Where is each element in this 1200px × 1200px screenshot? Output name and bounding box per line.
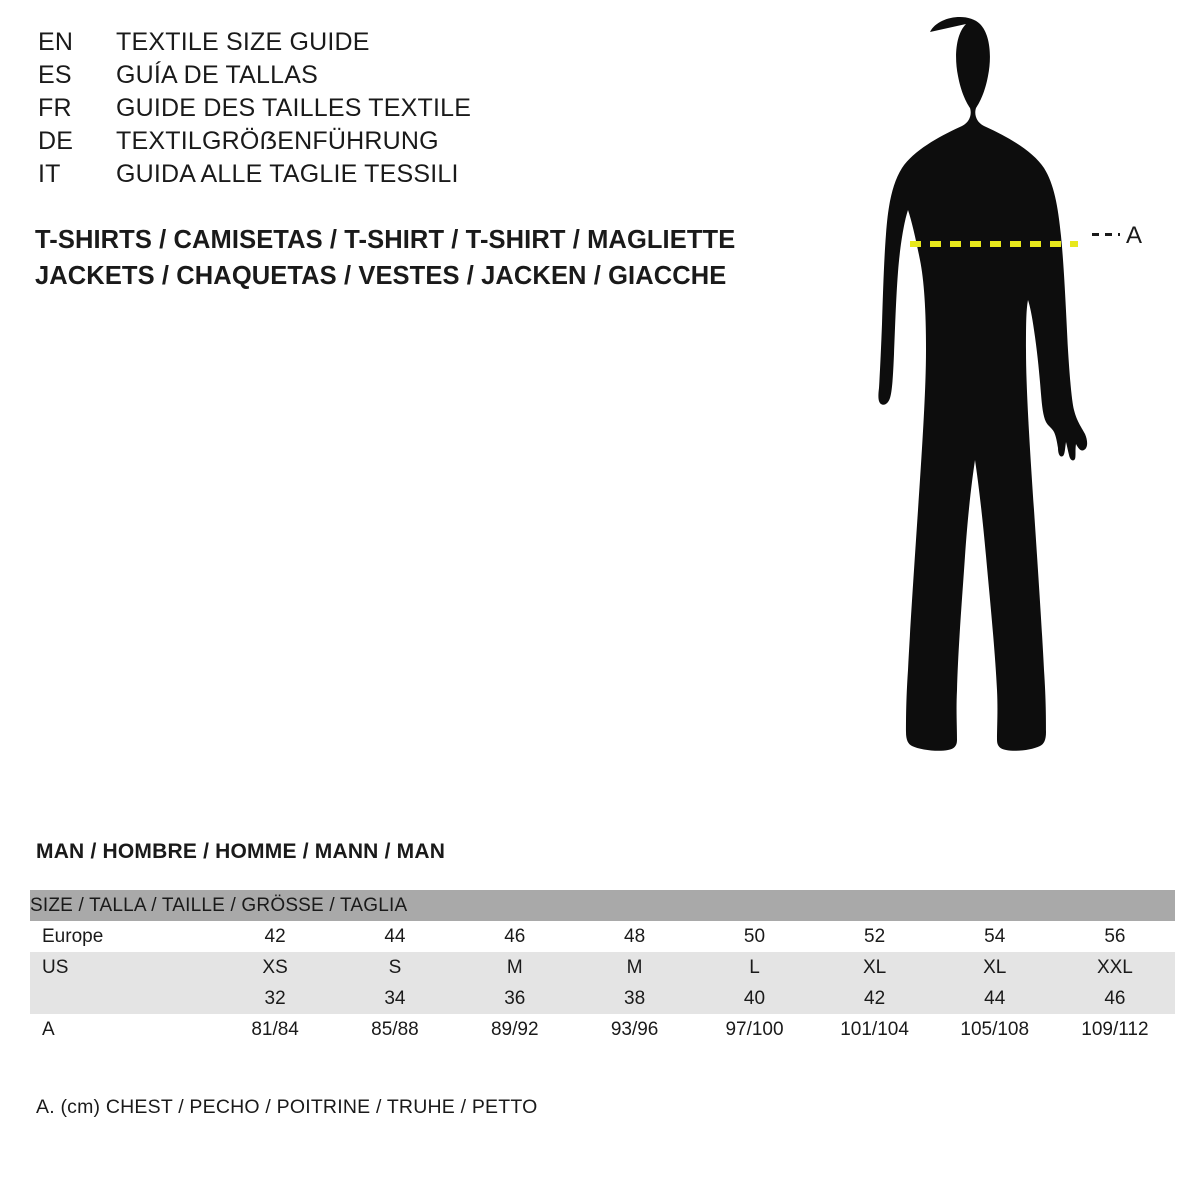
table-header-row [30,890,1175,921]
language-title: GUÍA DE TALLAS [116,61,318,89]
table-row [30,1014,1175,1045]
table-footnote: A. (cm) CHEST / PECHO / POITRINE / TRUHE / PETTO [36,1096,538,1118]
cell-us-3: M [506,956,523,978]
cell-a-6: 101/104 [840,1018,909,1040]
cell-numeric-8: 46 [1104,987,1126,1009]
cell-europe-7: 54 [984,925,1006,947]
cell-a-7: 105/108 [960,1018,1030,1040]
garment-category-block [35,222,795,294]
cell-europe-2: 44 [384,925,406,947]
cell-europe-5: 50 [743,925,766,947]
cell-us-7: XL [983,956,1007,978]
row-label-numeric [30,983,215,1014]
cell-numeric-7: 44 [984,987,1006,1009]
language-row [38,94,758,127]
cell-numeric-1: 32 [264,987,286,1009]
cell-us-5: L [749,956,760,978]
cell-europe-1: 42 [264,925,286,947]
language-row [38,127,758,160]
language-row [38,28,758,61]
language-code: IT [38,160,61,188]
row-label-a: A [42,1018,55,1040]
cell-us-4: M [626,956,643,978]
language-row [38,61,758,94]
cell-us-8: XXL [1096,956,1133,978]
cell-a-3: 89/92 [490,1018,539,1040]
language-code: ES [38,61,72,89]
cell-a-4: 93/96 [610,1018,659,1040]
cell-europe-8: 56 [1104,925,1126,947]
row-label-us: US [42,956,69,978]
size-table [30,890,1175,1045]
language-code: FR [38,94,72,122]
table-section-title: MAN / HOMBRE / HOMME / MANN / MAN [36,840,446,863]
cell-a-5: 97/100 [725,1018,784,1040]
man-silhouette-icon [830,10,1170,800]
cell-europe-4: 48 [624,925,646,947]
language-title: TEXTILE SIZE GUIDE [116,28,370,56]
cell-europe-6: 52 [864,925,886,947]
body-silhouette-figure [830,10,1170,800]
cell-a-8: 109/112 [1081,1018,1149,1040]
language-code: DE [38,127,74,155]
measure-label-a: A [1126,222,1143,249]
language-row [38,160,758,193]
cell-numeric-6: 42 [864,987,886,1009]
cell-numeric-4: 38 [624,987,646,1009]
measure-leader-dots [1092,233,1120,236]
table-row [30,983,1175,1014]
category-tshirts: T-SHIRTS / CAMISETAS / T-SHIRT / T-SHIRT / MAGLIETTE [35,226,736,254]
table-row [30,921,1175,952]
category-jackets: JACKETS / CHAQUETAS / VESTES / JACKEN / GIACCHE [35,262,727,290]
language-code: EN [38,28,74,56]
language-title: GUIDE DES TAILLES TEXTILE [116,94,472,122]
language-title: TEXTILGRÖẞENFÜHRUNG [116,127,439,155]
cell-us-1: XS [262,956,288,978]
cell-a-2: 85/88 [371,1018,419,1040]
cell-europe-3: 46 [504,925,526,947]
cell-numeric-3: 36 [504,987,526,1009]
language-title: GUIDA ALLE TAGLIE TESSILI [116,160,459,188]
language-header-block [38,28,758,193]
cell-numeric-5: 40 [743,987,766,1009]
cell-numeric-2: 34 [384,987,406,1009]
table-header-label: SIZE / TALLA / TAILLE / GRÖSSE / TAGLIA [30,894,408,916]
cell-us-6: XL [862,956,887,978]
cell-us-2: S [388,956,402,978]
row-label-europe: Europe [42,925,104,947]
table-row [30,952,1175,983]
cell-a-1: 81/84 [251,1018,299,1040]
